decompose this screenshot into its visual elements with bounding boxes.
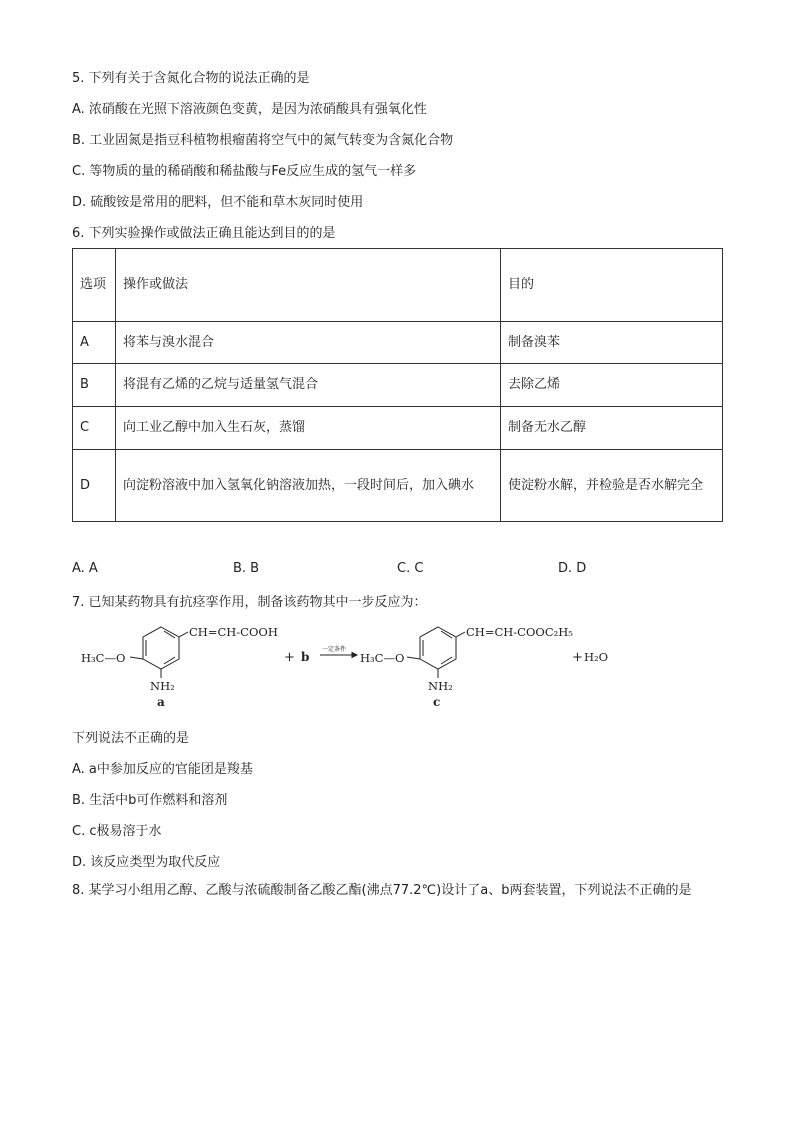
q7-option-a: A. a中参加反应的官能团是羧基	[72, 762, 253, 777]
q6-choice-a[interactable]: A. A	[72, 561, 98, 576]
q6-choice-c[interactable]: C. C	[397, 561, 424, 576]
q7-option-c: C. c极易溶于水	[72, 824, 162, 839]
reaction-arrow-icon	[320, 653, 357, 658]
header-operation: 操作或做法	[116, 249, 501, 322]
q7-stem: 7. 已知某药物具有抗痉挛作用，制备该药物其中一步反应为：	[72, 595, 427, 610]
arrow-condition: 一定条件	[322, 646, 347, 653]
q6-stem: 6. 下列实验操作或做法正确且能达到目的的是	[72, 226, 336, 241]
row-d-option: D	[73, 450, 116, 522]
molecule-a	[130, 627, 188, 678]
q7-option-b: B. 生活中b可作燃料和溶剂	[72, 793, 228, 808]
c-label: c	[433, 695, 441, 709]
row-a-operation: 将苯与溴水混合	[116, 322, 501, 364]
q6-table	[72, 248, 723, 522]
header-purpose: 目的	[501, 249, 723, 322]
q7-option-d: D. 该反应类型为取代反应	[72, 855, 221, 870]
q5-option-d: D. 硫酸铵是常用的肥料，但不能和草木灰同时使用	[72, 195, 364, 210]
plus-2: +	[572, 650, 583, 665]
c-substituent: CH=CH-COOC₂H₅	[466, 625, 573, 639]
header-option: 选项	[73, 249, 116, 322]
q6-choice-d[interactable]: D. D	[558, 561, 587, 576]
table-row	[73, 364, 723, 407]
table-header-row	[73, 249, 723, 322]
water: H₂O	[584, 650, 609, 664]
a-label: a	[157, 695, 165, 709]
a-amine: NH₂	[150, 679, 175, 693]
table-row	[73, 322, 723, 364]
q5-stem: 5. 下列有关于含氮化合物的说法正确的是	[72, 71, 310, 86]
row-a-purpose: 制备溴苯	[501, 322, 723, 364]
c-amine: NH₂	[428, 679, 453, 693]
row-d-purpose: 使淀粉水解，并检验是否水解完全	[501, 450, 723, 522]
reaction-scheme	[72, 618, 632, 710]
q5-option-b: B. 工业固氮是指豆科植物根瘤菌将空气中的氮气转变为含氮化合物	[72, 133, 454, 148]
q8-stem: 8. 某学习小组用乙醇、乙酸与浓硫酸制备乙酸乙酯(沸点77.2℃)设计了a、b两套装置，下列说法不正确的是	[72, 883, 692, 898]
q6-choice-b[interactable]: B. B	[233, 561, 260, 576]
row-c-purpose: 制备无水乙醇	[501, 407, 723, 450]
molecule-c	[407, 627, 465, 678]
row-c-operation: 向工业乙醇中加入生石灰，蒸馏	[116, 407, 501, 450]
table-row	[73, 450, 723, 522]
q6-choices	[72, 561, 722, 581]
table-row	[73, 407, 723, 450]
row-a-option: A	[73, 322, 116, 364]
b-label: b	[301, 650, 310, 664]
a-methoxy: H₃C—O	[81, 651, 126, 665]
row-b-purpose: 去除乙烯	[501, 364, 723, 407]
plus-1: +	[284, 650, 295, 665]
row-b-option: B	[73, 364, 116, 407]
row-b-operation: 将混有乙烯的乙烷与适量氢气混合	[116, 364, 501, 407]
q5-option-a: A. 浓硝酸在光照下溶液颜色变黄，是因为浓硝酸具有强氧化性	[72, 102, 427, 117]
row-c-option: C	[73, 407, 116, 450]
q5-option-c: C. 等物质的量的稀硝酸和稀盐酸与Fe反应生成的氢气一样多	[72, 164, 417, 179]
c-methoxy: H₃C—O	[360, 651, 405, 665]
row-d-operation: 向淀粉溶液中加入氢氧化钠溶液加热，一段时间后，加入碘水	[116, 450, 501, 522]
a-substituent: CH=CH-COOH	[189, 625, 278, 639]
reaction-svg	[72, 618, 632, 710]
q7-prompt: 下列说法不正确的是	[72, 731, 190, 746]
